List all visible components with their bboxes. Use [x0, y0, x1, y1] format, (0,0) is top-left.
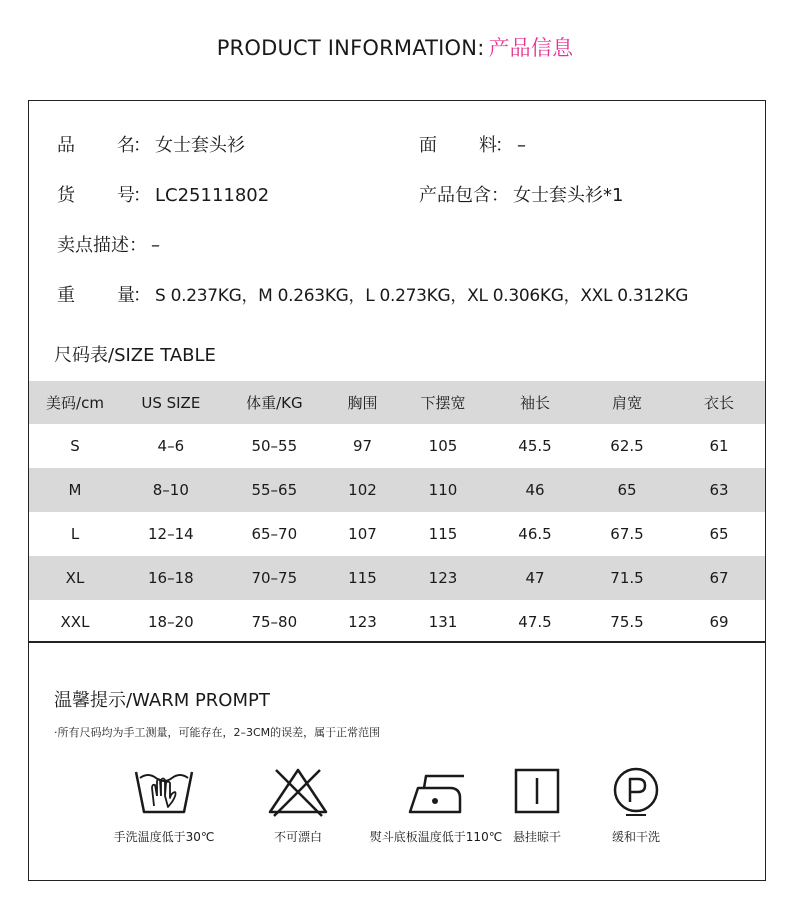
- column-header: 下摆宽: [420, 394, 466, 412]
- table-cell: 16–18: [147, 569, 194, 587]
- info-name-row: 品 名： 女士套头衫: [57, 131, 245, 157]
- table-cell: 75.5: [610, 613, 644, 631]
- care-label: 悬挂晾干: [512, 830, 561, 844]
- care-label: 不可漂白: [273, 830, 322, 844]
- column-header: 袖长: [519, 394, 550, 412]
- table-row: [29, 468, 765, 512]
- table-cell: 115: [348, 569, 377, 587]
- table-cell: 46: [525, 481, 545, 499]
- table-cell: 65: [617, 481, 637, 499]
- table-cell: 62.5: [610, 437, 644, 455]
- table-cell: 75–80: [251, 613, 298, 631]
- table-cell: 63: [709, 481, 729, 499]
- product-info-box: [28, 100, 766, 643]
- table-cell: 8–10: [152, 481, 189, 499]
- table-cell: 70–75: [251, 569, 298, 587]
- table-row: [29, 556, 765, 600]
- table-cell: 110: [428, 481, 458, 499]
- table-cell: 115: [428, 525, 458, 543]
- table-cell: XL: [65, 569, 85, 587]
- item-no-label: 货 号: [57, 185, 135, 206]
- info-item-no-row: 货 号： LC25111802: [57, 181, 269, 207]
- table-cell: 69: [709, 613, 729, 631]
- table-cell: 131: [428, 613, 458, 631]
- fabric-value: –: [517, 135, 526, 156]
- table-cell: 102: [348, 481, 377, 499]
- table-row: [29, 600, 765, 644]
- care-label: 熨斗底板温度低于110℃: [369, 830, 503, 844]
- table-cell: 47.5: [518, 613, 552, 631]
- table-cell: S: [70, 437, 80, 455]
- name-label: 品 名: [57, 135, 135, 156]
- table-cell: 45.5: [518, 437, 552, 455]
- name-value: 女士套头衫: [155, 135, 245, 156]
- title-en: PRODUCT INFORMATION:: [216, 36, 485, 60]
- size-table-header-row: [29, 381, 765, 424]
- column-header: 胸围: [347, 394, 378, 412]
- includes-label: 产品包含：: [419, 185, 509, 206]
- info-weight-row: 重 量： S 0.237KG，M 0.263KG，L 0.273KG，XL 0.306KG，XXL 0.312KG: [57, 281, 688, 307]
- weight-label: 重 量: [57, 285, 135, 306]
- iron-icon: [404, 766, 468, 818]
- warm-prompt-box: [28, 641, 766, 881]
- do-not-bleach-icon: [266, 766, 330, 818]
- table-cell: 107: [348, 525, 377, 543]
- table-cell: 18–20: [147, 613, 194, 631]
- table-cell: 105: [428, 437, 458, 455]
- fabric-label: 面 料: [419, 135, 497, 156]
- selling-points-label: 卖点描述：: [57, 235, 147, 256]
- table-row: [29, 424, 765, 468]
- table-cell: 4–6: [157, 437, 185, 455]
- care-label: 缓和干洗: [611, 830, 660, 844]
- title-cn: 产品信息: [488, 36, 574, 60]
- includes-value: 女士套头衫*1: [513, 185, 624, 206]
- info-fabric-row: 面 料： –: [419, 131, 526, 157]
- table-cell: 67: [709, 569, 729, 587]
- table-cell: 50–55: [251, 437, 298, 455]
- table-cell: M: [68, 481, 82, 499]
- table-cell: 123: [348, 613, 377, 631]
- hang-dry-icon: [505, 766, 569, 818]
- column-header: 肩宽: [611, 394, 642, 412]
- table-cell: 61: [709, 437, 729, 455]
- table-row: [29, 512, 765, 556]
- table-cell: 12–14: [147, 525, 194, 543]
- table-cell: 123: [428, 569, 458, 587]
- page-title: [0, 32, 790, 62]
- table-cell: 55–65: [251, 481, 298, 499]
- hand-wash-icon: [132, 766, 196, 818]
- table-cell: L: [70, 525, 80, 543]
- table-cell: 46.5: [518, 525, 552, 543]
- care-item-no-bleach: [223, 766, 373, 845]
- size-table: [29, 381, 765, 644]
- measurement-note: ·所有尺码均为手工测量，可能存在，2–3CM的误差，属于正常范围: [54, 726, 381, 739]
- table-cell: 65: [709, 525, 729, 543]
- care-label: 手洗温度低于30℃: [113, 830, 215, 844]
- table-cell: 65–70: [251, 525, 298, 543]
- column-header: 美码/cm: [46, 394, 104, 412]
- table-cell: XXL: [60, 613, 90, 631]
- column-header: 衣长: [703, 394, 734, 412]
- table-cell: 67.5: [610, 525, 644, 543]
- size-table-heading: 尺码表/SIZE TABLE: [54, 345, 216, 366]
- care-item-dry-clean: [561, 766, 711, 845]
- item-no-value: LC25111802: [155, 185, 270, 206]
- table-cell: 71.5: [610, 569, 644, 587]
- dry-clean-p-icon: [604, 766, 668, 818]
- table-cell: 97: [352, 437, 373, 455]
- info-includes-row: [419, 181, 623, 207]
- care-item-hand-wash: [89, 766, 239, 845]
- warm-prompt-heading: 温馨提示/WARM PROMPT: [54, 690, 270, 711]
- info-selling-points-row: [57, 231, 160, 257]
- weight-value: S 0.237KG，M 0.263KG，L 0.273KG，XL 0.306KG，XXL 0.312KG: [155, 286, 689, 306]
- column-header: US SIZE: [141, 393, 201, 412]
- selling-points-value: –: [151, 235, 160, 256]
- table-cell: 47: [525, 569, 545, 587]
- column-header: 体重/KG: [246, 394, 303, 412]
